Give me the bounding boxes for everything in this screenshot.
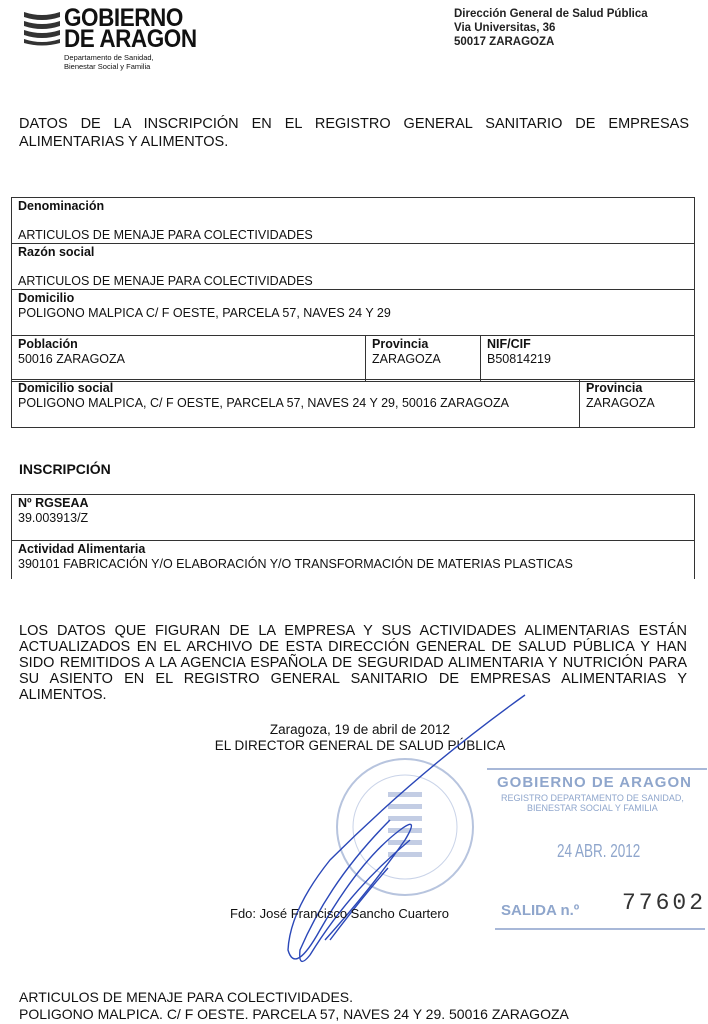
logo-sub2: Bienestar Social y Familia <box>64 62 151 71</box>
place-date: Zaragoza, 19 de abril de 2012 <box>269 722 451 737</box>
rgseaa-cell <box>12 495 695 541</box>
stamp-salida-label: SALIDA n.º <box>501 902 580 919</box>
field-label: Población <box>18 337 78 351</box>
field-value: 390101 FABRICACIÓN Y/O ELABORACIÓN Y/O TRANSFORMACIÓN DE MATERIAS PLASTICAS <box>18 557 573 571</box>
logo-line2: DE ARAGON <box>64 25 197 53</box>
inscripcion-heading: INSCRIPCIÓN <box>19 461 111 477</box>
address-line: 50017 ZARAGOZA <box>454 36 555 48</box>
razon-social-cell <box>12 244 695 290</box>
domicilio-cell <box>12 290 695 336</box>
nif-cell <box>481 336 695 382</box>
field-value: POLIGONO MALPICA, C/ F OESTE, PARCELA 57, NAVES 24 Y 29, 50016 ZARAGOZA <box>18 396 509 410</box>
field-label: Actividad Alimentaria <box>18 542 146 556</box>
provincia-cell <box>366 336 481 382</box>
sender-address <box>454 7 648 49</box>
stamp-registry-2: BIENESTAR SOCIAL Y FAMILIA <box>527 803 658 813</box>
field-label: Provincia <box>372 337 429 351</box>
denominacion-cell <box>12 198 695 244</box>
stamp-registry: REGISTRO DEPARTAMENTO DE SANIDAD, <box>501 793 684 803</box>
statement-paragraph: LOS DATOS QUE FIGURAN DE LA EMPRESA Y SUS ACTIVIDADES ALIMENTARIAS ESTÁN ACTUALIZADOS EN EL ARCHIVO DE ESTA DIRECCIÓN GENERAL DE SALUD PÚBLICA Y HAN SIDO REMITIDOS A LA AGENCIA ESPAÑOLA DE SEGURIDAD ALIMENTARIA Y NUTRICIÓN PARA SU ASIENTO EN EL REGISTRO GENERAL SANITARIO DE EMPRESAS ALIMENTARIAS Y ALIMENTOS. <box>19 623 687 703</box>
stamp-top-rule <box>487 768 707 770</box>
field-value: ZARAGOZA <box>586 396 655 410</box>
poblacion-cell <box>12 336 366 382</box>
logo-stripes-icon <box>22 10 62 46</box>
address-line: Via Universitas, 36 <box>454 22 556 34</box>
field-label: Domicilio <box>18 291 75 305</box>
domicilio-social-table <box>11 379 695 428</box>
field-value: POLIGONO MALPICA C/ F OESTE, PARCELA 57, NAVES 24 Y 29 <box>18 306 391 320</box>
registry-stamp <box>487 768 707 928</box>
field-label: Provincia <box>586 381 643 395</box>
field-value: ARTICULOS DE MENAJE PARA COLECTIVIDADES <box>18 274 313 288</box>
stamp-salida-number: 77602 <box>622 890 707 916</box>
document-title: DATOS DE LA INSCRIPCIÓN EN EL REGISTRO GENERAL SANITARIO DE EMPRESAS <box>19 116 689 132</box>
company-table <box>11 197 695 382</box>
stamp-org: GOBIERNO DE ARAGON <box>497 774 692 791</box>
logo-sub1: Departamento de Sanidad, <box>64 53 154 62</box>
field-label: Razón social <box>18 245 95 259</box>
signer-role: EL DIRECTOR GENERAL DE SALUD PÚBLICA <box>214 738 506 753</box>
provincia-social-cell <box>580 380 695 428</box>
field-label: NIF/CIF <box>487 337 531 351</box>
address-line: Dirección General de Salud Pública <box>454 8 648 20</box>
field-value: B50814219 <box>487 352 551 366</box>
field-value: 39.003913/Z <box>18 511 89 525</box>
domicilio-social-cell <box>12 380 580 428</box>
logo-line1: GOBIERNO <box>64 4 183 32</box>
footer-line-2: POLIGONO MALPICA. C/ F OESTE. PARCELA 57, NAVES 24 Y 29. 50016 ZARAGOZA <box>19 1006 569 1022</box>
field-label: Nº RGSEAA <box>18 496 89 510</box>
stamp-bottom-rule <box>495 928 705 930</box>
signed-by: Fdo: José Francisco Sancho Cuartero <box>230 906 449 921</box>
field-value: ARTICULOS DE MENAJE PARA COLECTIVIDADES <box>18 228 313 242</box>
field-value: ZARAGOZA <box>372 352 441 366</box>
field-label: Denominación <box>18 199 105 213</box>
field-value: 50016 ZARAGOZA <box>18 352 125 366</box>
actividad-cell <box>12 541 695 579</box>
document-title-2: ALIMENTARIAS Y ALIMENTOS. <box>19 134 229 150</box>
footer-line-1: ARTICULOS DE MENAJE PARA COLECTIVIDADES. <box>19 989 354 1005</box>
field-label: Domicilio social <box>18 381 114 395</box>
inscripcion-table <box>11 494 695 579</box>
stamp-date: 24 ABR. 2012 <box>557 841 641 861</box>
